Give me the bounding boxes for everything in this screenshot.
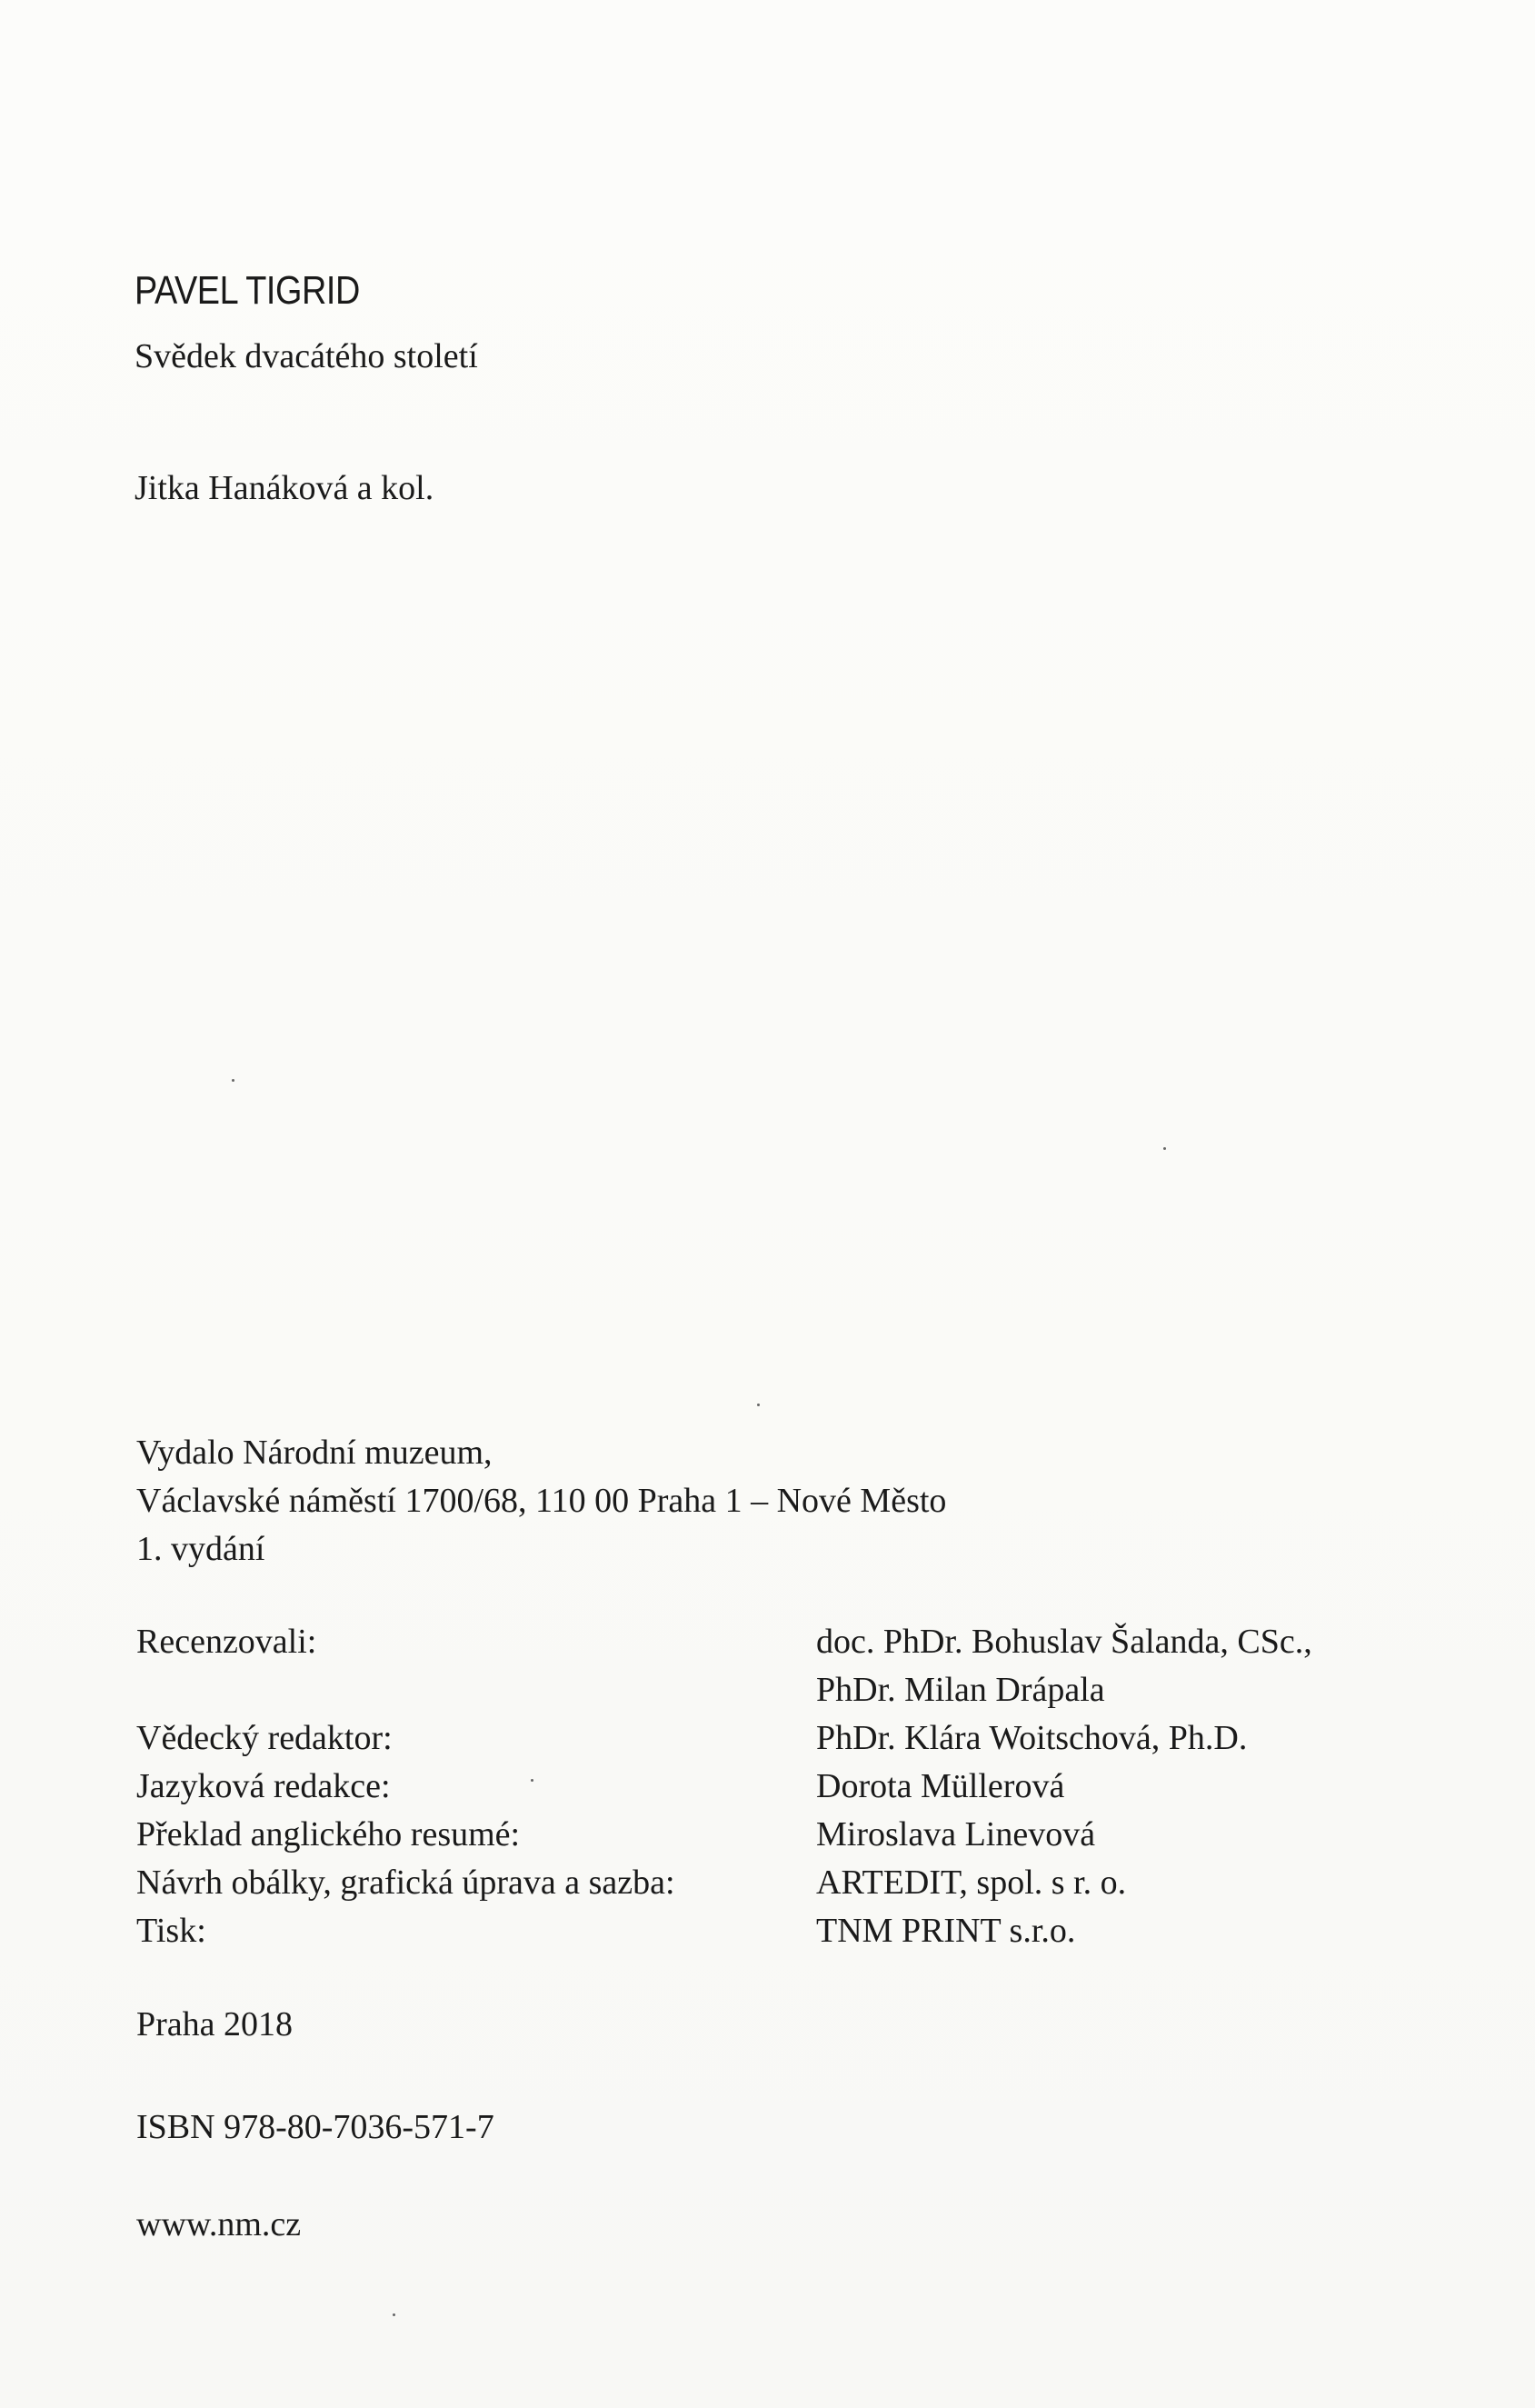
paper-speck xyxy=(1163,1147,1166,1150)
credit-name: ARTEDIT, spol. s r. o. xyxy=(816,1863,1127,1902)
credit-row-reviewers-continued xyxy=(136,1666,1445,1714)
credit-name: PhDr. Milan Drápala xyxy=(816,1671,1105,1709)
author-name: PAVEL TIGRID xyxy=(135,268,360,313)
book-title: Svědek dvacátého století xyxy=(135,337,478,375)
credit-name: TNM PRINT s.r.o. xyxy=(816,1912,1076,1950)
website: www.nm.cz xyxy=(136,2205,302,2243)
credit-role-empty xyxy=(136,1666,816,1714)
credit-role: Překlad anglického resumé: xyxy=(136,1815,521,1853)
credit-role: Vědecký redaktor: xyxy=(136,1719,393,1757)
paper-speck xyxy=(531,1779,533,1782)
isbn: ISBN 978-80-7036-571-7 xyxy=(136,2108,494,2146)
credit-row-design xyxy=(136,1859,1445,1907)
credits-list xyxy=(136,1618,1445,1955)
credit-name: Dorota Müllerová xyxy=(816,1767,1065,1805)
credit-row-scientific-editor xyxy=(136,1714,1445,1763)
paper-speck xyxy=(232,1079,234,1082)
place-year: Praha 2018 xyxy=(136,2005,294,2043)
paper-speck xyxy=(757,1404,760,1406)
paper-speck xyxy=(393,2313,395,2316)
credit-name: PhDr. Klára Woitschová, Ph.D. xyxy=(816,1719,1248,1757)
publisher-block xyxy=(136,1429,946,1574)
credit-row-language-editing xyxy=(136,1763,1445,1811)
credit-role: Recenzovali: xyxy=(136,1623,317,1661)
publisher-line: Vydalo Národní muzeum, xyxy=(136,1434,493,1472)
credit-role: Tisk: xyxy=(136,1912,206,1950)
credit-row-print xyxy=(136,1907,1445,1955)
edition-line: 1. vydání xyxy=(136,1530,265,1568)
credit-role: Jazyková redakce: xyxy=(136,1767,391,1805)
credit-role: Návrh obálky, grafická úprava a sazba: xyxy=(136,1863,675,1902)
publisher-address: Václavské náměstí 1700/68, 110 00 Praha 1 – Nové Město xyxy=(136,1482,947,1520)
credit-row-translation xyxy=(136,1811,1445,1859)
credit-name: doc. PhDr. Bohuslav Šalanda, CSc., xyxy=(816,1623,1312,1661)
book-authors: Jitka Hanáková a kol. xyxy=(135,469,434,507)
credit-name: Miroslava Linevová xyxy=(816,1815,1096,1853)
credit-row-reviewers xyxy=(136,1618,1445,1666)
